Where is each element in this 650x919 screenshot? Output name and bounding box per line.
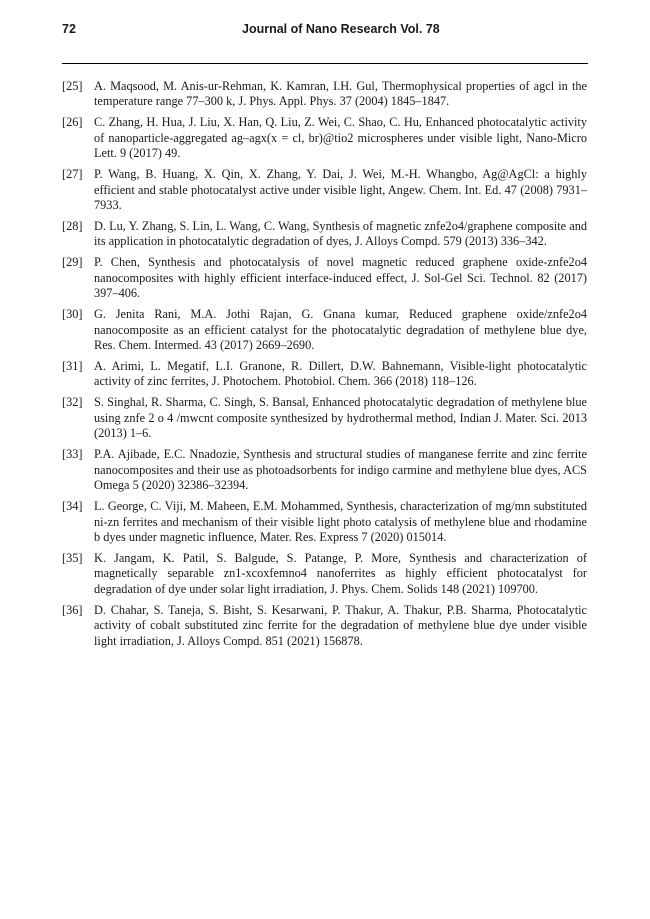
reference-item [62,167,587,213]
journal-title: Journal of Nano Research Vol. 78 [242,22,440,36]
header-divider [62,63,588,64]
reference-item [62,603,587,649]
reference-item [62,255,587,301]
reference-item [62,447,587,493]
reference-item [62,499,587,545]
reference-list [62,79,587,655]
reference-item [62,359,587,390]
reference-number: [26] [62,115,83,130]
reference-text: D. Chahar, S. Taneja, S. Bisht, S. Kesarwani, P. Thakur, A. Thakur, P.B. Sharma, Photocatalytic activity of cobalt substituted zinc ferrite for the degradation of methylene blue dye under visible light irradiation, J. Alloys Compd. 851 (2021) 156878. [94,602,587,648]
reference-number: [31] [62,359,83,374]
reference-text: P. Chen, Synthesis and photocatalysis of novel magnetic reduced graphene oxide-znfe2o4 nanocomposites with highly efficient interface-induced effect, J. Sol-Gel Sci. Technol. 82 (2017) 397–406. [94,255,587,301]
reference-text: S. Singhal, R. Sharma, C. Singh, S. Bansal, Enhanced photocatalytic degradation of methylene blue using znfe 2 o 4 /mwcnt composite synthesized by hydrothermal method, Indian J. Mater. Sci. 2013 (2013) 1–6. [94,395,587,441]
reference-text: C. Zhang, H. Hua, J. Liu, X. Han, Q. Liu, Z. Wei, C. Shao, C. Hu, Enhanced photocatalytic activity of nanoparticle-aggregated ag–agx(x = cl, br)@tio2 microspheres under visible light, Nano-Micro Lett. 9 (2017) 49. [94,115,587,161]
reference-text: G. Jenita Rani, M.A. Jothi Rajan, G. Gnana kumar, Reduced graphene oxide/znfe2o4 nanocomposite as an efficient catalyst for the photocatalytic degradation of methylene blue dye, Res. Chem. Intermed. 43 (2017) 2669–2690. [94,307,587,353]
reference-item [62,551,587,597]
reference-text: D. Lu, Y. Zhang, S. Lin, L. Wang, C. Wang, Synthesis of magnetic znfe2o4/graphene composite and its application in photocatalytic degradation of dyes, J. Alloys Compd. 579 (2013) 336–342. [94,219,587,249]
reference-number: [35] [62,550,83,565]
reference-number: [32] [62,395,83,410]
reference-number: [34] [62,499,83,514]
reference-text: P. Wang, B. Huang, X. Qin, X. Zhang, Y. Dai, J. Wei, M.-H. Whangbo, Ag@AgCl: a highly efficient and stable photocatalyst active under visible light, Angew. Chem. Int. Ed. 47 (2008) 7931–7933. [94,167,587,213]
reference-text: L. George, C. Viji, M. Maheen, E.M. Mohammed, Synthesis, characterization of mg/mn substituted ni-zn ferrites and mechanism of their visible light photo catalysis of methylene blue and rhodamine b dyes under magnetic influence, Mater. Res. Express 7 (2020) 015014. [94,499,587,544]
page-number: 72 [62,22,76,36]
reference-item [62,79,587,110]
reference-number: [29] [62,255,83,270]
reference-item [62,115,587,161]
reference-text: P.A. Ajibade, E.C. Nnadozie, Synthesis and structural studies of manganese ferrite and zinc ferrite nanocomposites and their use as photoadsorbents for indigo carmine and methylene blue dyes, ACS Omega 5 (2020) 32386–32394. [94,447,587,493]
reference-number: [25] [62,79,83,93]
reference-item [62,395,587,441]
reference-number: [27] [62,167,83,182]
reference-text: K. Jangam, K. Patil, S. Balgude, S. Patange, P. More, Synthesis and characterization of magnetically separable zn1-xcoxfemno4 nanoferrites as highly efficient photocatalyst for degradation of dye under solar light irradiation, J. Phys. Chem. Solids 148 (2021) 109700. [94,550,587,596]
reference-number: [28] [62,219,83,234]
page-header [62,22,588,42]
reference-number: [36] [62,602,83,617]
reference-number: [33] [62,447,83,462]
reference-item [62,307,587,353]
reference-text: A. Maqsood, M. Anis-ur-Rehman, K. Kamran, I.H. Gul, Thermophysical properties of agcl in the temperature range 77–300 k, J. Phys. Appl. Phys. 37 (2004) 1845–1847. [94,79,587,109]
reference-text: A. Arimi, L. Megatif, L.I. Granone, R. Dillert, D.W. Bahnemann, Visible-light photocatalytic activity of zinc ferrites, J. Photochem. Photobiol. Chem. 366 (2018) 118–126. [94,359,587,389]
reference-item [62,219,587,250]
reference-number: [30] [62,307,83,322]
